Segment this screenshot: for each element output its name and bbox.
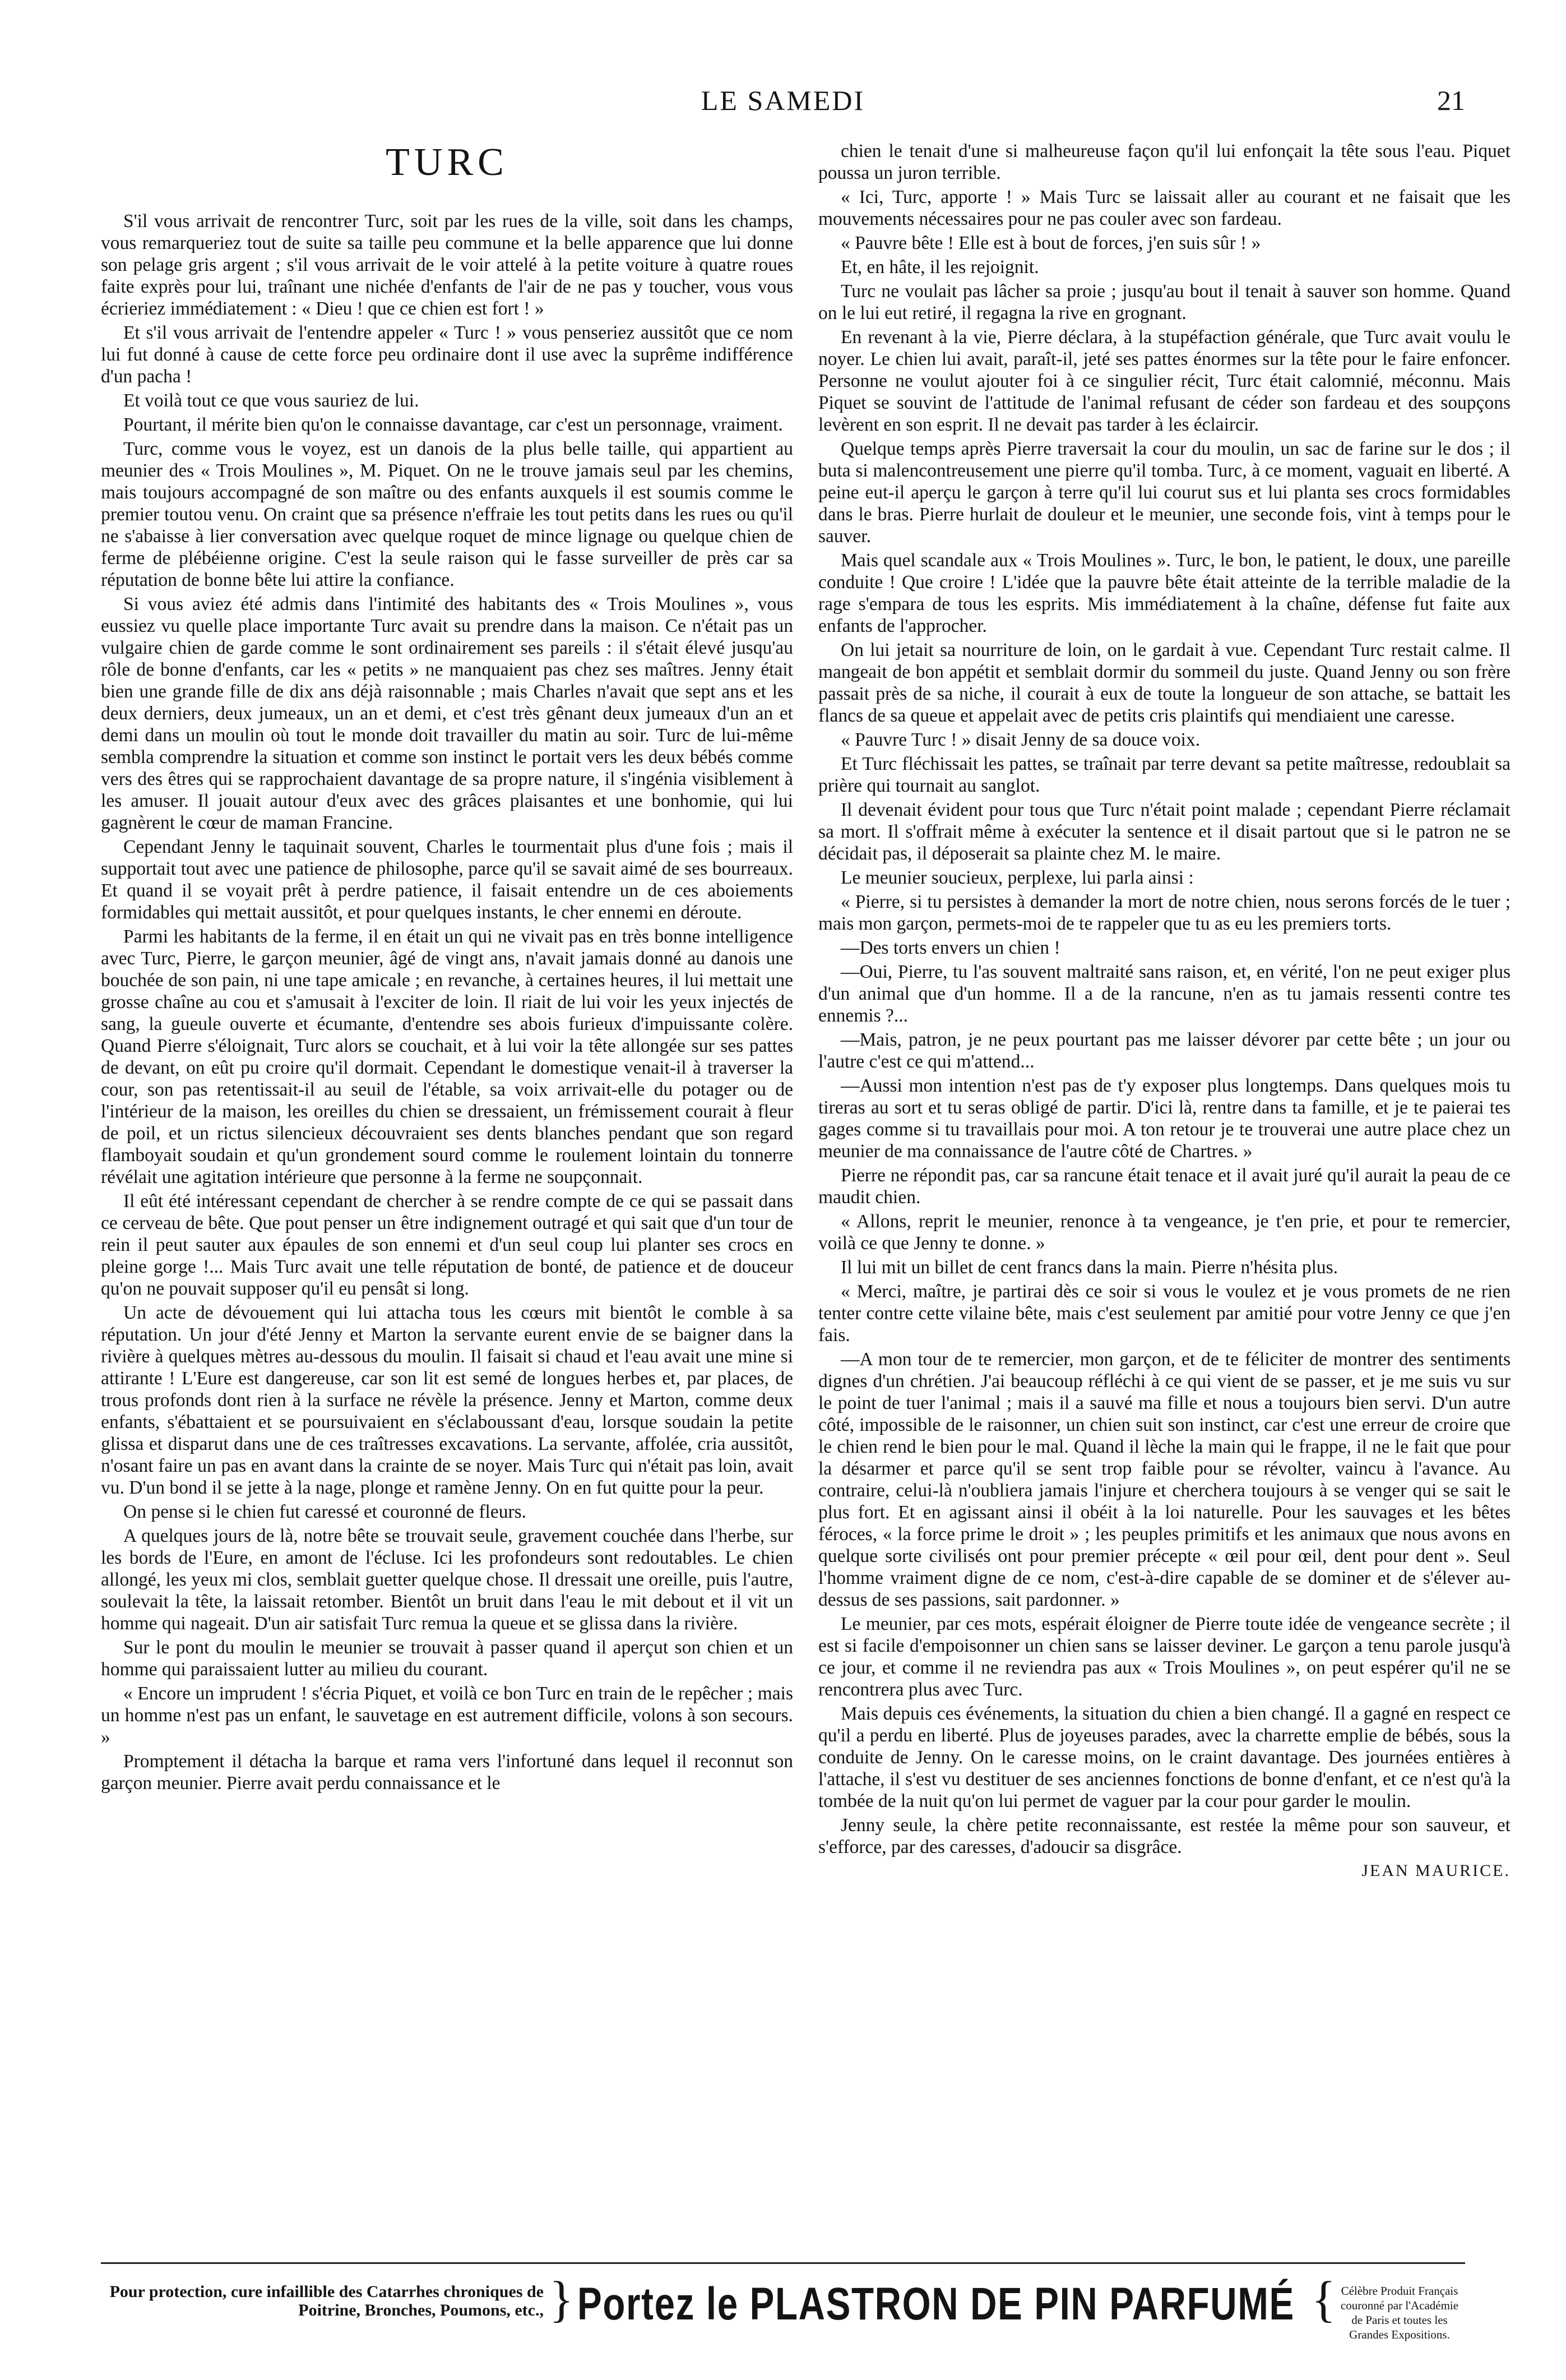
article-paragraph: On lui jetait sa nourriture de loin, on le gardait à vue. Cependant Turc restait calme. Il mangeait de bon appétit et semblait dormir du sommeil du juste. Quand Jenny ou son frère passait près de sa niche, il courait à eux de toute la longueur de son attache, se battait les flancs de sa queue et appelait avec de petits cris plaintifs qui mendiaient une caresse. xyxy=(818,640,1511,726)
article-paragraph: —Mais, patron, je ne peux pourtant pas me laisser dévorer par cette bête ; un jour ou l'autre c'est ce qui m'attend... xyxy=(818,1029,1511,1072)
article-paragraph: « Pauvre bête ! Elle est à bout de forces, j'en suis sûr ! » xyxy=(841,233,1261,253)
article-title: TURC xyxy=(386,141,508,184)
article-paragraph: « Ici, Turc, apporte ! » Mais Turc se laissait aller au courant et ne faisait que les mouvements nécessaires pour ne pas couler avec son fardeau. xyxy=(818,187,1511,229)
article-paragraph: —Aussi mon intention n'est pas de t'y exposer plus longtemps. Dans quelques mois tu tireras au sort et tu seras obligé de partir. D'ici là, rentre dans ta famille, et je te paierai tes gages comme si tu travaillais pour moi. A ton retour je te trouverai une autre place chez un meunier de ma connaissance de l'autre côté de Chartres. » xyxy=(818,1075,1511,1162)
right-column xyxy=(818,140,1511,2248)
article-paragraph: Un acte de dévouement qui lui attacha tous les cœurs mit bientôt le comble à sa réputation. Un jour d'été Jenny et Marton la servante eurent envie de se baigner dans la rivière à quelques mètres au-dessous du moulin. Il faisait si chaud et l'eau avait une mine si attirante ! L'Eure est dangereuse, car son lit est semé de longues herbes et, par places, de trous profonds dont rien à la surface ne révèle la présence. Jenny et Marton, comme deux enfants, s'ébattaient et se poursuivaient en s'éclaboussant d'eau, lorsque soudain la petite glissa et disparut dans une de ces traîtresses excavations. La servante, affolée, cria aussitôt, n'osant faire un pas en avant dans la crainte de se noyer. Mais Turc qui n'était pas loin, avait vu. D'un bond il se jette à la nage, plonge et ramène Jenny. On en fut quitte pour la peur. xyxy=(101,1302,793,1498)
article-paragraph: Promptement il détacha la barque et rama vers l'infortuné dans lequel il reconnut son garçon meunier. Pierre avait perdu connaissance et le xyxy=(101,1751,793,1794)
advertisement xyxy=(101,2272,1465,2341)
article-paragraph: A quelques jours de là, notre bête se trouvait seule, gravement couchée dans l'herbe, sur les bords de l'Eure, en amont de l'écluse. Ici les profondeurs sont redoutables. Le chien allongé, les yeux mi clos, semblait guetter quelque chose. Il dressait une oreille, puis l'autre, soulevait la tête, la laissait retomber. Bientôt un bruit dans l'eau le mit debout et il vit un homme qui nageait. D'un air satisfait Turc remua la queue et se glissa dans la rivière. xyxy=(101,1526,793,1634)
article-paragraph: Le meunier, par ces mots, espérait éloigner de Pierre toute idée de vengeance secrète ; il est si facile d'empoisonner un chien sans se laisser deviner. Le garçon a tenu parole jusqu'à ce jour, et comme il ne reviendra pas aux « Trois Moulines », on peut espérer qu'il ne se rencontrera plus avec Turc. xyxy=(818,1614,1511,1700)
article-paragraph: S'il vous arrivait de rencontrer Turc, soit par les rues de la ville, soit dans les champs, vous remarqueriez tout de suite sa taille peu commune et la belle apparence que lui donne son pelage gris argent ; s'il vous arrivait de le voir attelé à la petite voiture à quatre roues faite exprès pour lui, traînant une nichée d'enfants de l'air de ne pas y toucher, vous vous écrieriez immédiatement : « Dieu ! que ce chien est fort ! » xyxy=(101,211,793,319)
article-paragraph: chien le tenait d'une si malheureuse façon qu'il lui enfonçait la tête sous l'eau. Piquet poussa un juron terrible. xyxy=(818,141,1511,183)
article-paragraph: Cependant Jenny le taquinait souvent, Charles le tourmentait plus d'une fois ; mais il supportait tout avec une patience de philosophe, parce qu'il se savait aimé de ses bourreaux. Et quand il se voyait prêt à perdre patience, il faisait entendre un de ces aboiements formidables qui mettait aussitôt, et pour quelques instants, le cher ennemi en déroute. xyxy=(101,837,793,923)
article-paragraph: Turc, comme vous le voyez, est un danois de la plus belle taille, qui appartient au meunier des « Trois Moulines », M. Piquet. On ne le trouve jamais seul par les chemins, mais toujours accompagné de son maître ou des enfants auxquels il est soumis comme le premier toutou venu. On craint que sa présence n'effraie les tout petits dans les rues ou qu'il ne s'abaisse à lier conversation avec quelque roquet de mince lignage ou quelque chien de ferme de plébéienne origine. C'est la seule raison qui le fasse surveiller de près car sa réputation de bonne bête lui attire la confiance. xyxy=(101,438,793,590)
article-paragraph: En revenant à la vie, Pierre déclara, à la stupéfaction générale, que Turc avait voulu le noyer. Le chien lui avait, paraît-il, jeté ses pattes énormes sur la tête pour le faire enfoncer. Personne ne voulut ajouter foi à ce singulier récit, Turc était calomnié, méconnu. Mais Piquet se souvint de l'attitude de l'animal refusant de céder son fardeau et des soupçons levèrent en son esprit. Il ne devait pas tarder à les éclaircir. xyxy=(818,327,1511,435)
ad-left-text: Pour protection, cure infaillible des Catarrhes chroniques de Poitrine, Bronches, Poumons, etc., xyxy=(109,2282,544,2319)
page-number: 21 xyxy=(1437,85,1465,116)
ad-right-brace: { xyxy=(1312,2272,1336,2327)
article-paragraph: Parmi les habitants de la ferme, il en était un qui ne vivait pas en très bonne intelligence avec Turc, Pierre, le garçon meunier, âgé de vingt ans, n'avait jamais donné au danois une bouchée de son pain, ni une tape amicale ; en revanche, à certaines heures, il lui mettait une grosse chaîne au cou et s'amusait à l'exciter de loin. Il riait de lui voir les yeux injectés de sang, la gueule ouverte et écumante, d'entendre ses abois furieux d'impuissante colère. Quand Pierre s'éloignait, Turc alors se couchait, et à lui voir la tête allongée sur ses pattes de devant, on eût pu croire qu'il dormait. Cependant le domestique venait-il à traverser la cour, son pas retentissait-il au seuil de l'étable, sa voix arrivait-elle du potager ou de l'intérieur de la maison, les oreilles du chien se dressaient, un frémissement courait à fleur de poil, et un rictus silencieux découvraient ses dents blanches pendant que son regard flamboyait soudain et qu'un grondement sourd comme le roulement lointain du tonnerre révélait une agitation intérieure que personne à la ferme ne soupçonnait. xyxy=(101,926,793,1187)
article-paragraph: Mais depuis ces événements, la situation du chien a bien changé. Il a gagné en respect ce qu'il a perdu en liberté. Plus de joyeuses parades, avec la charrette emplie de bébés, sous la conduite de Jenny. On le caresse moins, on le craint davantage. Des journées entières à l'attache, il s'est vu destituer de ses anciennes fonctions de bonne d'enfant, et ce n'est qu'à la tombée de la nuit qu'on lui permet de vaguer par la cour pour garder le moulin. xyxy=(818,1703,1511,1811)
article-paragraph: Sur le pont du moulin le meunier se trouvait à passer quand il aperçut son chien et un homme qui paraissaient lutter au milieu du courant. xyxy=(101,1637,793,1680)
ad-headline: Portez le PLASTRON DE PIN PARFUMÉ xyxy=(577,2279,1295,2330)
article-paragraph: Pierre ne répondit pas, car sa rancune était tenace et il avait juré qu'il aurait la peau de ce maudit chien. xyxy=(818,1165,1511,1208)
article-paragraph: Il eût été intéressant cependant de chercher à se rendre compte de ce qui se passait dans ce cerveau de bête. Que pout penser un être indignement outragé et qui sait que d'un tour de rein il peut sauter aux épaules de son ennemi et d'un seul coup lui planter ses crocs en pleine gorge !... Mais Turc avait une telle réputation de bonté, de patience et de douceur qu'on ne pouvait supposer qu'il eu pensât si long. xyxy=(101,1191,793,1299)
article-paragraph: Le meunier soucieux, perplexe, lui parla ainsi : xyxy=(841,867,1194,888)
article-paragraph: Il lui mit un billet de cent francs dans la main. Pierre n'hésita plus. xyxy=(841,1257,1338,1278)
article-paragraph: Et voilà tout ce que vous sauriez de lui. xyxy=(123,390,419,411)
article-paragraph: « Merci, maître, je partirai dès ce soir si vous le voulez et je vous promets de ne rien tenter contre cette vilaine bête, mais c'est seulement par amitié pour votre Jenny ce que j'en fais. xyxy=(818,1281,1511,1346)
article-paragraph: Pourtant, il mérite bien qu'on le connaisse davantage, car c'est un personnage, vraiment. xyxy=(123,414,783,435)
article-paragraph: « Pauvre Turc ! » disait Jenny de sa douce voix. xyxy=(841,729,1201,750)
article-paragraph: —Oui, Pierre, tu l'as souvent maltraité sans raison, et, en vérité, l'on ne peut exiger plus d'un animal que d'un homme. Il a de la rancune, n'en as tu jamais ressenti contre tes ennemis ?... xyxy=(818,962,1511,1026)
article-paragraph: Quelque temps après Pierre traversait la cour du moulin, un sac de farine sur le dos ; il buta si malencontreusement une pierre qu'il tomba. Turc, à ce moment, vaguait en liberté. A peine eut-il aperçu le garçon à terre qu'il lui courut sus et lui planta ses crocs formidables dans le bras. Pierre hurlait de douleur et le meunier, une seconde fois, vint à temps pour le sauver. xyxy=(818,438,1511,547)
article-paragraph: Jenny seule, la chère petite reconnaissante, est restée la même pour son sauveur, et s'efforce, par des caresses, d'adoucir sa disgrâce. xyxy=(818,1815,1511,1857)
article-paragraph: Et Turc fléchissait les pattes, se traînait par terre devant sa petite maîtresse, redoublait sa prière qui tournait au sanglot. xyxy=(818,754,1511,796)
article-paragraph: —Des torts envers un chien ! xyxy=(841,937,1060,958)
ad-left-brace: } xyxy=(549,2272,574,2327)
footer-rule xyxy=(101,2262,1465,2264)
advertisement-banner xyxy=(101,2262,1465,2341)
author-signature: JEAN MAURICE. xyxy=(1361,1861,1511,1880)
ad-right-text: Célèbre Produit Français couronné par l'Académie de Paris et toutes les Grandes Expositions. xyxy=(1340,2284,1459,2341)
article-paragraph: On pense si le chien fut caressé et couronné de fleurs. xyxy=(123,1501,527,1522)
page-header xyxy=(101,84,1465,123)
article-paragraph: « Encore un imprudent ! s'écria Piquet, et voilà ce bon Turc en train de le repêcher ; mais un homme n'est pas un enfant, le sauvetage en est autrement difficile, volons à son secours. » xyxy=(101,1683,793,1748)
article-paragraph: —A mon tour de te remercier, mon garçon, et de te féliciter de montrer des sentiments dignes d'un chrétien. J'ai beaucoup réfléchi à ce qui vient de se passer, et je me suis vu sur le point de tuer l'animal ; mais il a sauvé ma fille et nous a toujours bien servi. D'un autre côté, impossible de le raisonner, un chien suit son instinct, car c'est une erreur de croire que le chien rend le bien pour le mal. Quand il lèche la main qui le frappe, il ne le fait que pour la désarmer et parce qu'il se sent trop faible pour se révolter, vaincu à l'avance. Au contraire, celui-là n'oubliera jamais l'injure et cherchera toujours à se venger qui se sait le plus fort. Et en agissant ainsi il obéit à la loi naturelle. Pour les sauvages et les bêtes féroces, « la force prime le droit » ; les peuples primitifs et les animaux que nous avons en quelque sorte civilisés ont pour premier précepte « œil pour œil, dent pour dent ». Seul l'homme vraiment digne de ce nom, c'est-à-dire capable de se dominer et de s'élever au-dessus de ses passions, sait pardonner. » xyxy=(818,1349,1511,1610)
article-paragraph: Mais quel scandale aux « Trois Moulines ». Turc, le bon, le patient, le doux, une pareille conduite ! Que croire ! L'idée que la pauvre bête était atteinte de la terrible maladie de la rage s'empara de tous les esprits. Mis immédiatement à la chaîne, défense fut faite aux enfants de l'approcher. xyxy=(818,550,1511,636)
article-paragraph: Turc ne voulait pas lâcher sa proie ; jusqu'au bout il tenait à sauver son homme. Quand on le lui eut retiré, il regagna la rive en grognant. xyxy=(818,281,1511,324)
article-paragraph: « Allons, reprit le meunier, renonce à ta vengeance, je t'en prie, et pour te remercier, voilà ce que Jenny te donne. » xyxy=(818,1211,1511,1254)
article-paragraph: Et, en hâte, il les rejoignit. xyxy=(841,257,1039,278)
left-column xyxy=(101,140,793,2248)
journal-title: LE SAMEDI xyxy=(701,85,865,116)
article-paragraph: « Pierre, si tu persistes à demander la mort de notre chien, nous serons forcés de le tuer ; mais mon garçon, permets-moi de te rappeler que tu as eu les premiers torts. xyxy=(818,891,1511,934)
article-paragraph: Si vous aviez été admis dans l'intimité des habitants des « Trois Moulines », vous eussiez vu quelle place importante Turc avait su prendre dans la maison. Ce n'était pas un vulgaire chien de garde comme le sont ordinairement ses pareils : il s'était élevé jusqu'au rôle de bonne d'enfants, car les « petits » ne manquaient pas chez ses maîtres. Jenny était bien une grande fille de dix ans déjà raisonnable ; mais Charles n'avait que sept ans et les deux derniers, deux jumeaux, un an et demi, et c'est très gênant deux jumeaux d'un an et demi dans un moulin où tout le monde doit travailler du matin au soir. Turc de lui-même sembla comprendre la situation et comme son instinct le portait vers les deux bébés comme vers des êtres qui se rapprochaient davantage de sa propre nature, il s'ingénia visiblement à les amuser. Il jouait autour d'eux avec des grâces plaisantes et une bonhomie, qui lui gagnèrent le cœur de maman Francine. xyxy=(101,594,793,833)
article-paragraph: Et s'il vous arrivait de l'entendre appeler « Turc ! » vous penseriez aussitôt que ce nom lui fut donné à cause de cette force peu ordinaire dont il use avec la suprême indifférence d'un pacha ! xyxy=(101,322,793,387)
article-paragraph: Il devenait évident pour tous que Turc n'était point malade ; cependant Pierre réclamait sa mort. Il s'offrait même à exécuter la sentence et il disait partout que si le patron ne se décidait pas, il déposerait sa plainte chez M. le maire. xyxy=(818,800,1511,864)
